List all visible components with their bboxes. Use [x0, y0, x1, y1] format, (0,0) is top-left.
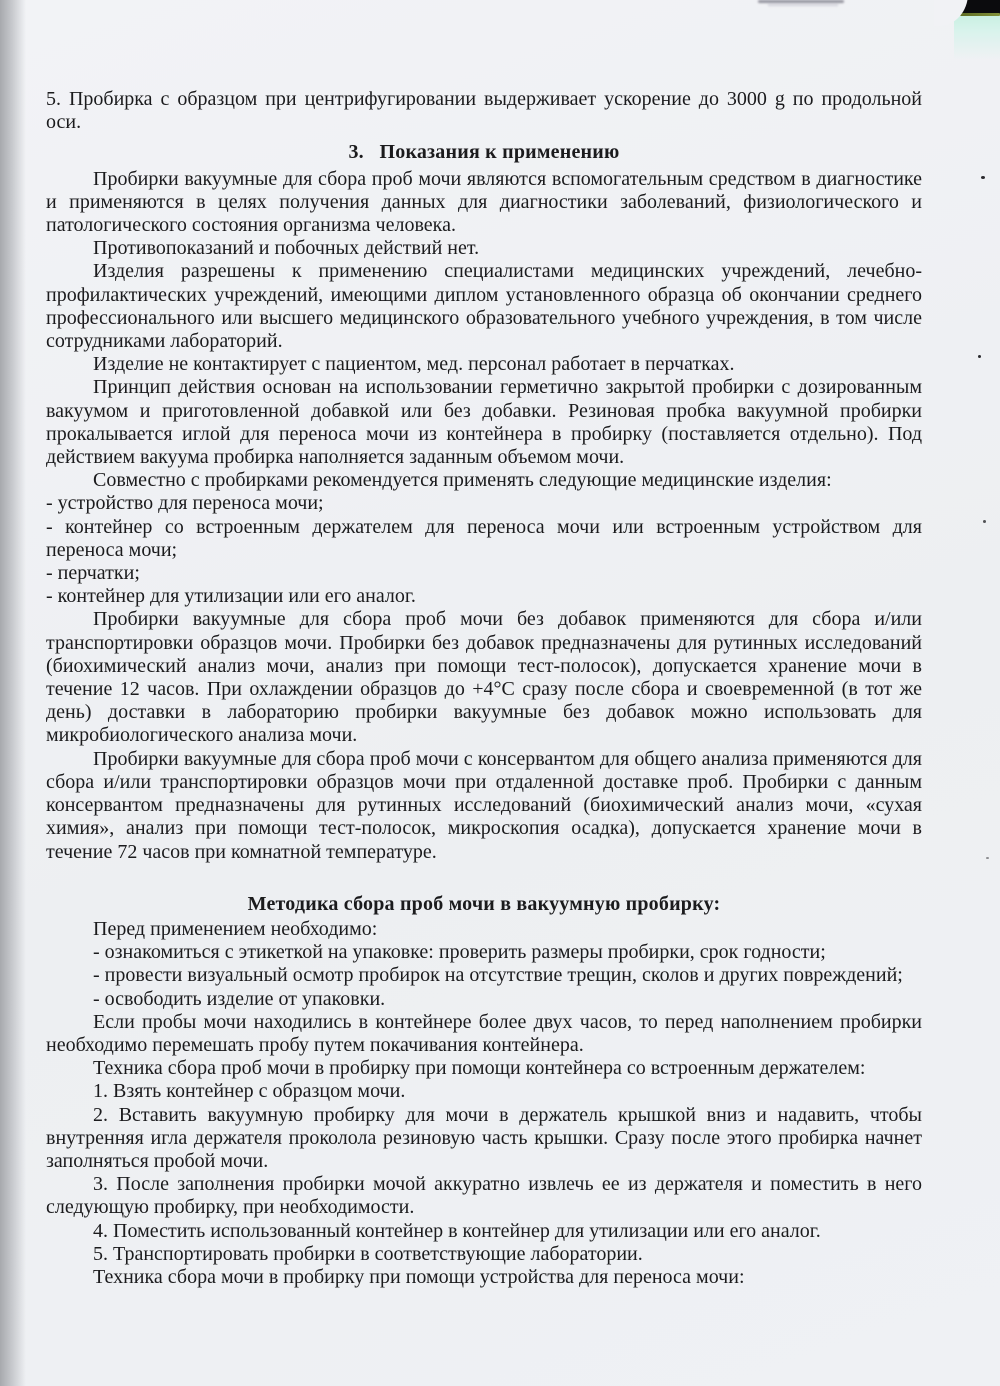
paragraph: 2. Вставить вакуумную пробирку для мочи в держатель крышкой вниз и надавить, чтобы внутренняя игла держателя проколола резиновую часть крышки. Сразу после этого пробирка начнет заполняться пробой мочи.	[46, 1103, 922, 1172]
paragraph: - освободить изделие от упаковки.	[93, 987, 386, 1010]
paragraph: Изделия разрешены к применению специалистами медицинских учреждений, лечебно-профилактических учреждений, имеющими диплом установленного образца об окончании среднего профессионального или высшего медицинского образовательного учебного учреждения, в том числе сотрудниками лабораторий.	[46, 260, 922, 353]
scan-top-smudge-faint	[768, 4, 838, 6]
paragraph: - перчатки;	[46, 562, 140, 585]
paragraph: Техника сбора проб мочи в пробирку при помощи контейнера со встроенным держателем:	[93, 1057, 866, 1080]
paragraph: Совместно с пробирками рекомендуется применять следующие медицинские изделия:	[93, 469, 832, 492]
ink-speck	[983, 520, 986, 523]
paragraph: 5. Пробирка с образцом при центрифугировании выдерживает ускорение до 3000 g по продольной оси.	[46, 88, 922, 134]
paragraph: 1. Взять контейнер с образцом мочи.	[93, 1080, 406, 1103]
section-heading: 3. Показания к применению	[348, 141, 620, 164]
paragraph: Перед применением необходимо:	[93, 917, 378, 940]
ink-speck	[978, 355, 981, 358]
paragraph: 4. Поместить использованный контейнер в контейнер для утилизации или его аналог.	[93, 1219, 821, 1242]
paragraph: Техника сбора мочи в пробирку при помощи устройства для переноса мочи:	[93, 1265, 745, 1288]
paragraph: 3. После заполнения пробирки мочой аккуратно извлечь ее из держателя и поместить в него следующую пробирку, при необходимости.	[46, 1173, 922, 1219]
paragraph: - контейнер со встроенным держателем для переноса мочи или встроенным устройством для переноса мочи;	[46, 515, 922, 561]
document-body	[46, 88, 922, 1289]
paragraph: Противопоказаний и побочных действий нет.	[93, 237, 480, 260]
scan-top-smudge	[758, 0, 844, 3]
scanner-bed-edge-line-icon	[960, 13, 1000, 16]
ink-speck	[981, 176, 985, 179]
paragraph: - контейнер для утилизации или его аналог.	[46, 585, 416, 608]
paragraph: Пробирки вакуумные для сбора проб мочи без добавок применяются для сбора и/или транспортировки образцов мочи. Пробирки без добавок предназначены для рутинных исследований (биохимический анализ мочи, анализ при помощи тест-полосок), допускается хранение мочи в течение 12 часов. При охлаждении образцов до +4°С сразу после сбора и своевременной (в тот же день) доставки в лабораторию пробирки вакуумные без добавок можно использовать для микробиологического анализа мочи.	[46, 608, 922, 747]
page-corner-fold	[948, 0, 1000, 62]
section-heading: Методика сбора проб мочи в вакуумную пробирку:	[247, 892, 721, 915]
ink-speck	[986, 857, 989, 859]
paragraph: Принцип действия основан на использовании герметично закрытой пробирки с дозированным вакуумом и приготовленной добавкой или без добавки. Резиновая пробка вакуумной пробирки прокалывается иглой для переноса мочи из контейнера в пробирку (поставляется отдельно). Под действием вакуума пробирка наполняется заданным объемом мочи.	[46, 376, 922, 469]
scan-edge-shadow	[0, 0, 26, 1386]
paragraph: - устройство для переноса мочи;	[46, 492, 324, 515]
paragraph: 5. Транспортировать пробирки в соответствующие лаборатории.	[93, 1242, 643, 1265]
paragraph: - провести визуальный осмотр пробирок на отсутствие трещин, сколов и других повреждений;	[93, 964, 903, 987]
paragraph: Пробирки вакуумные для сбора проб мочи являются вспомогательным средством в диагностике и применяются в целях получения данных для диагностики заболеваний, физиологического и патологического состояния организма человека.	[46, 167, 922, 237]
paragraph: Изделие не контактирует с пациентом, мед. персонал работает в перчатках.	[93, 353, 735, 376]
paragraph: - ознакомиться с этикеткой на упаковке: проверить размеры пробирки, срок годности;	[93, 941, 826, 964]
paragraph: Пробирки вакуумные для сбора проб мочи с консервантом для общего анализа применяются для сбора и/или транспортировки образцов мочи при отдаленной доставке проб. Пробирки с данным консервантом предназначены для рутинных исследований (биохимический анализ мочи, «сухая химия», анализ при помощи тест-полосок, микроскопия осадка), допускается хранение мочи в течение 72 часов при комнатной температуре.	[46, 747, 922, 863]
paragraph: Если пробы мочи находились в контейнере более двух часов, то перед наполнением пробирки необходимо перемешать пробу путем покачивания контейнера.	[46, 1010, 922, 1056]
